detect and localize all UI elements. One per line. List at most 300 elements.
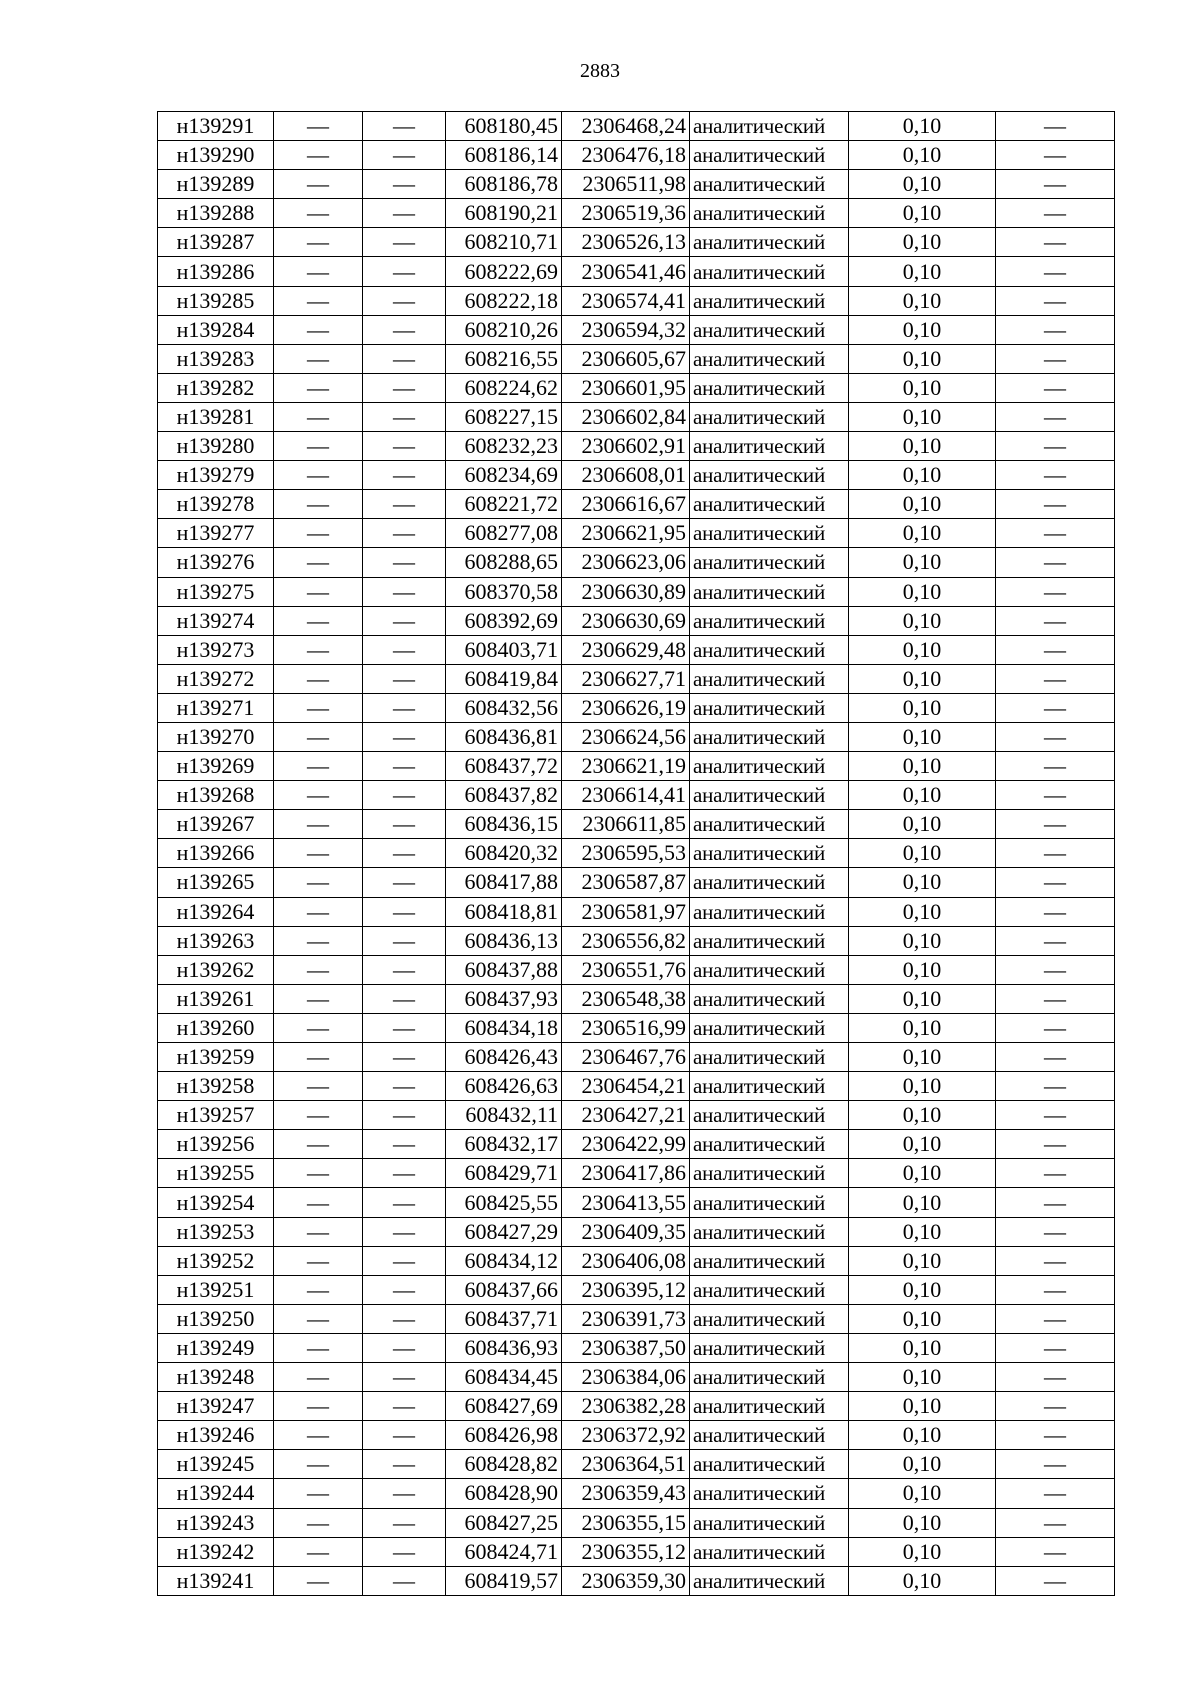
y-coordinate-cell: 2306526,13 [562,228,690,257]
point-name-cell: н139274 [158,606,274,635]
method-cell: аналитический [690,1072,849,1101]
x-coordinate-cell: 608417,88 [446,868,562,897]
accuracy-cell: 0,10 [849,112,996,141]
point-name-cell: н139250 [158,1304,274,1333]
accuracy-cell: 0,10 [849,373,996,402]
table-row [158,315,1115,344]
method-cell: аналитический [690,781,849,810]
point-name-cell: н139290 [158,141,274,170]
x-coordinate-cell: 608222,18 [446,286,562,315]
method-cell: аналитический [690,606,849,635]
y-coordinate-cell: 2306364,51 [562,1450,690,1479]
point-name-cell: н139256 [158,1130,274,1159]
x-coordinate-cell: 608186,14 [446,141,562,170]
point-name-cell: н139278 [158,490,274,519]
method-cell: аналитический [690,1450,849,1479]
prev-y-cell: — [363,984,446,1013]
prev-y-cell: — [363,1188,446,1217]
table-row [158,635,1115,664]
prev-y-cell: — [363,1130,446,1159]
method-cell: аналитический [690,984,849,1013]
prev-x-cell: — [274,664,363,693]
point-name-cell: н139254 [158,1188,274,1217]
prev-x-cell: — [274,577,363,606]
x-coordinate-cell: 608216,55 [446,344,562,373]
y-coordinate-cell: 2306629,48 [562,635,690,664]
point-name-cell: н139268 [158,781,274,810]
point-name-cell: н139245 [158,1450,274,1479]
prev-y-cell: — [363,1246,446,1275]
prev-x-cell: — [274,1363,363,1392]
description-cell: — [996,1333,1115,1362]
accuracy-cell: 0,10 [849,839,996,868]
description-cell: — [996,693,1115,722]
prev-y-cell: — [363,693,446,722]
table-row [158,1392,1115,1421]
table-row [158,955,1115,984]
y-coordinate-cell: 2306355,12 [562,1537,690,1566]
x-coordinate-cell: 608428,82 [446,1450,562,1479]
prev-x-cell: — [274,752,363,781]
prev-x-cell: — [274,432,363,461]
x-coordinate-cell: 608429,71 [446,1159,562,1188]
point-name-cell: н139282 [158,373,274,402]
point-name-cell: н139267 [158,810,274,839]
method-cell: аналитический [690,635,849,664]
y-coordinate-cell: 2306359,30 [562,1566,690,1595]
y-coordinate-cell: 2306516,99 [562,1013,690,1042]
y-coordinate-cell: 2306594,32 [562,315,690,344]
accuracy-cell: 0,10 [849,664,996,693]
point-name-cell: н139247 [158,1392,274,1421]
prev-y-cell: — [363,1450,446,1479]
x-coordinate-cell: 608426,98 [446,1421,562,1450]
prev-y-cell: — [363,286,446,315]
accuracy-cell: 0,10 [849,490,996,519]
x-coordinate-cell: 608403,71 [446,635,562,664]
x-coordinate-cell: 608432,56 [446,693,562,722]
prev-x-cell: — [274,722,363,751]
prev-x-cell: — [274,1333,363,1362]
y-coordinate-cell: 2306614,41 [562,781,690,810]
prev-x-cell: — [274,199,363,228]
accuracy-cell: 0,10 [849,1363,996,1392]
method-cell: аналитический [690,1188,849,1217]
point-name-cell: н139271 [158,693,274,722]
x-coordinate-cell: 608436,93 [446,1333,562,1362]
description-cell: — [996,1217,1115,1246]
prev-y-cell: — [363,1013,446,1042]
method-cell: аналитический [690,1333,849,1362]
prev-y-cell: — [363,1304,446,1333]
prev-y-cell: — [363,868,446,897]
prev-x-cell: — [274,1479,363,1508]
point-name-cell: н139270 [158,722,274,751]
description-cell: — [996,635,1115,664]
y-coordinate-cell: 2306605,67 [562,344,690,373]
point-name-cell: н139253 [158,1217,274,1246]
x-coordinate-cell: 608234,69 [446,461,562,490]
point-name-cell: н139252 [158,1246,274,1275]
table-row [158,897,1115,926]
accuracy-cell: 0,10 [849,519,996,548]
accuracy-cell: 0,10 [849,170,996,199]
accuracy-cell: 0,10 [849,984,996,1013]
prev-x-cell: — [274,141,363,170]
description-cell: — [996,984,1115,1013]
point-name-cell: н139263 [158,926,274,955]
prev-x-cell: — [274,1421,363,1450]
point-name-cell: н139255 [158,1159,274,1188]
y-coordinate-cell: 2306387,50 [562,1333,690,1362]
table-row [158,1363,1115,1392]
description-cell: — [996,955,1115,984]
accuracy-cell: 0,10 [849,1508,996,1537]
prev-y-cell: — [363,315,446,344]
prev-x-cell: — [274,693,363,722]
table-row [158,1043,1115,1072]
method-cell: аналитический [690,1421,849,1450]
prev-x-cell: — [274,635,363,664]
x-coordinate-cell: 608436,15 [446,810,562,839]
prev-x-cell: — [274,548,363,577]
accuracy-cell: 0,10 [849,257,996,286]
y-coordinate-cell: 2306409,35 [562,1217,690,1246]
description-cell: — [996,490,1115,519]
prev-y-cell: — [363,519,446,548]
prev-y-cell: — [363,606,446,635]
prev-y-cell: — [363,1217,446,1246]
prev-x-cell: — [274,228,363,257]
description-cell: — [996,926,1115,955]
method-cell: аналитический [690,810,849,839]
table-row [158,1275,1115,1304]
y-coordinate-cell: 2306454,21 [562,1072,690,1101]
table-row [158,1508,1115,1537]
y-coordinate-cell: 2306602,84 [562,402,690,431]
prev-y-cell: — [363,1043,446,1072]
description-cell: — [996,199,1115,228]
method-cell: аналитический [690,897,849,926]
x-coordinate-cell: 608437,82 [446,781,562,810]
prev-y-cell: — [363,1072,446,1101]
point-name-cell: н139288 [158,199,274,228]
method-cell: аналитический [690,1217,849,1246]
table-row [158,577,1115,606]
prev-x-cell: — [274,1537,363,1566]
prev-y-cell: — [363,577,446,606]
prev-y-cell: — [363,1508,446,1537]
description-cell: — [996,1304,1115,1333]
method-cell: аналитический [690,519,849,548]
table-row [158,839,1115,868]
accuracy-cell: 0,10 [849,1275,996,1304]
x-coordinate-cell: 608370,58 [446,577,562,606]
point-name-cell: н139287 [158,228,274,257]
x-coordinate-cell: 608437,72 [446,752,562,781]
table-row [158,1246,1115,1275]
accuracy-cell: 0,10 [849,635,996,664]
point-name-cell: н139281 [158,402,274,431]
prev-y-cell: — [363,1392,446,1421]
point-name-cell: н139244 [158,1479,274,1508]
accuracy-cell: 0,10 [849,228,996,257]
y-coordinate-cell: 2306511,98 [562,170,690,199]
y-coordinate-cell: 2306519,36 [562,199,690,228]
method-cell: аналитический [690,461,849,490]
x-coordinate-cell: 608427,25 [446,1508,562,1537]
y-coordinate-cell: 2306611,85 [562,810,690,839]
table-row [158,664,1115,693]
y-coordinate-cell: 2306406,08 [562,1246,690,1275]
accuracy-cell: 0,10 [849,141,996,170]
point-name-cell: н139273 [158,635,274,664]
table-row [158,402,1115,431]
method-cell: аналитический [690,1537,849,1566]
method-cell: аналитический [690,402,849,431]
method-cell: аналитический [690,1275,849,1304]
point-name-cell: н139248 [158,1363,274,1392]
table-row [158,490,1115,519]
accuracy-cell: 0,10 [849,548,996,577]
description-cell: — [996,519,1115,548]
prev-x-cell: — [274,926,363,955]
method-cell: аналитический [690,1246,849,1275]
prev-y-cell: — [363,1566,446,1595]
table-row [158,781,1115,810]
accuracy-cell: 0,10 [849,722,996,751]
point-name-cell: н139261 [158,984,274,1013]
accuracy-cell: 0,10 [849,1566,996,1595]
description-cell: — [996,868,1115,897]
prev-x-cell: — [274,1013,363,1042]
table-row [158,810,1115,839]
prev-y-cell: — [363,432,446,461]
method-cell: аналитический [690,112,849,141]
prev-y-cell: — [363,228,446,257]
prev-x-cell: — [274,1275,363,1304]
accuracy-cell: 0,10 [849,955,996,984]
prev-y-cell: — [363,344,446,373]
table-row [158,606,1115,635]
method-cell: аналитический [690,664,849,693]
table-row [158,432,1115,461]
method-cell: аналитический [690,577,849,606]
x-coordinate-cell: 608427,69 [446,1392,562,1421]
method-cell: аналитический [690,199,849,228]
prev-y-cell: — [363,373,446,402]
x-coordinate-cell: 608419,84 [446,664,562,693]
page-number: 2883 [580,60,620,82]
y-coordinate-cell: 2306541,46 [562,257,690,286]
point-name-cell: н139264 [158,897,274,926]
y-coordinate-cell: 2306556,82 [562,926,690,955]
description-cell: — [996,810,1115,839]
prev-x-cell: — [274,461,363,490]
prev-x-cell: — [274,1101,363,1130]
y-coordinate-cell: 2306623,06 [562,548,690,577]
method-cell: аналитический [690,1508,849,1537]
prev-x-cell: — [274,170,363,199]
description-cell: — [996,344,1115,373]
y-coordinate-cell: 2306624,56 [562,722,690,751]
point-name-cell: н139265 [158,868,274,897]
y-coordinate-cell: 2306395,12 [562,1275,690,1304]
x-coordinate-cell: 608180,45 [446,112,562,141]
accuracy-cell: 0,10 [849,199,996,228]
accuracy-cell: 0,10 [849,577,996,606]
prev-x-cell: — [274,373,363,402]
accuracy-cell: 0,10 [849,781,996,810]
method-cell: аналитический [690,1304,849,1333]
description-cell: — [996,664,1115,693]
y-coordinate-cell: 2306359,43 [562,1479,690,1508]
accuracy-cell: 0,10 [849,810,996,839]
description-cell: — [996,286,1115,315]
table-row [158,199,1115,228]
accuracy-cell: 0,10 [849,1043,996,1072]
prev-y-cell: — [363,461,446,490]
table-row [158,693,1115,722]
accuracy-cell: 0,10 [849,286,996,315]
accuracy-cell: 0,10 [849,1130,996,1159]
method-cell: аналитический [690,286,849,315]
prev-y-cell: — [363,170,446,199]
point-name-cell: н139280 [158,432,274,461]
method-cell: аналитический [690,1043,849,1072]
table-row [158,170,1115,199]
table-row [158,1479,1115,1508]
x-coordinate-cell: 608227,15 [446,402,562,431]
accuracy-cell: 0,10 [849,1304,996,1333]
x-coordinate-cell: 608434,18 [446,1013,562,1042]
table-row [158,1101,1115,1130]
prev-y-cell: — [363,1275,446,1304]
point-name-cell: н139241 [158,1566,274,1595]
prev-y-cell: — [363,1363,446,1392]
point-name-cell: н139289 [158,170,274,199]
y-coordinate-cell: 2306581,97 [562,897,690,926]
description-cell: — [996,1101,1115,1130]
accuracy-cell: 0,10 [849,1246,996,1275]
prev-y-cell: — [363,955,446,984]
y-coordinate-cell: 2306621,19 [562,752,690,781]
description-cell: — [996,839,1115,868]
prev-x-cell: — [274,868,363,897]
table-row [158,1072,1115,1101]
x-coordinate-cell: 608190,21 [446,199,562,228]
description-cell: — [996,1508,1115,1537]
y-coordinate-cell: 2306422,99 [562,1130,690,1159]
table-row [158,461,1115,490]
accuracy-cell: 0,10 [849,1537,996,1566]
accuracy-cell: 0,10 [849,606,996,635]
prev-x-cell: — [274,1217,363,1246]
y-coordinate-cell: 2306551,76 [562,955,690,984]
method-cell: аналитический [690,373,849,402]
accuracy-cell: 0,10 [849,1072,996,1101]
method-cell: аналитический [690,868,849,897]
description-cell: — [996,257,1115,286]
accuracy-cell: 0,10 [849,868,996,897]
point-name-cell: н139291 [158,112,274,141]
description-cell: — [996,432,1115,461]
table-row [158,1421,1115,1450]
table-row [158,1537,1115,1566]
description-cell: — [996,170,1115,199]
method-cell: аналитический [690,955,849,984]
description-cell: — [996,752,1115,781]
x-coordinate-cell: 608434,45 [446,1363,562,1392]
point-name-cell: н139260 [158,1013,274,1042]
prev-y-cell: — [363,810,446,839]
method-cell: аналитический [690,1013,849,1042]
description-cell: — [996,577,1115,606]
x-coordinate-cell: 608222,69 [446,257,562,286]
point-name-cell: н139259 [158,1043,274,1072]
table-row [158,1217,1115,1246]
table-row [158,1566,1115,1595]
point-name-cell: н139243 [158,1508,274,1537]
table-row [158,1159,1115,1188]
accuracy-cell: 0,10 [849,461,996,490]
x-coordinate-cell: 608434,12 [446,1246,562,1275]
prev-x-cell: — [274,344,363,373]
description-cell: — [996,1072,1115,1101]
prev-x-cell: — [274,1566,363,1595]
prev-y-cell: — [363,199,446,228]
description-cell: — [996,1275,1115,1304]
x-coordinate-cell: 608210,71 [446,228,562,257]
table-row [158,548,1115,577]
prev-y-cell: — [363,1421,446,1450]
y-coordinate-cell: 2306602,91 [562,432,690,461]
prev-y-cell: — [363,1101,446,1130]
accuracy-cell: 0,10 [849,1421,996,1450]
prev-y-cell: — [363,548,446,577]
prev-y-cell: — [363,752,446,781]
method-cell: аналитический [690,141,849,170]
prev-y-cell: — [363,1537,446,1566]
prev-x-cell: — [274,286,363,315]
method-cell: аналитический [690,257,849,286]
x-coordinate-cell: 608419,57 [446,1566,562,1595]
table-row [158,1450,1115,1479]
description-cell: — [996,1130,1115,1159]
point-name-cell: н139283 [158,344,274,373]
method-cell: аналитический [690,432,849,461]
prev-x-cell: — [274,781,363,810]
description-cell: — [996,461,1115,490]
method-cell: аналитический [690,1392,849,1421]
y-coordinate-cell: 2306382,28 [562,1392,690,1421]
prev-x-cell: — [274,112,363,141]
prev-y-cell: — [363,402,446,431]
prev-x-cell: — [274,1188,363,1217]
point-name-cell: н139251 [158,1275,274,1304]
y-coordinate-cell: 2306574,41 [562,286,690,315]
method-cell: аналитический [690,315,849,344]
prev-y-cell: — [363,664,446,693]
description-cell: — [996,1159,1115,1188]
x-coordinate-cell: 608437,93 [446,984,562,1013]
description-cell: — [996,1566,1115,1595]
y-coordinate-cell: 2306621,95 [562,519,690,548]
y-coordinate-cell: 2306587,87 [562,868,690,897]
method-cell: аналитический [690,344,849,373]
accuracy-cell: 0,10 [849,1101,996,1130]
method-cell: аналитический [690,490,849,519]
